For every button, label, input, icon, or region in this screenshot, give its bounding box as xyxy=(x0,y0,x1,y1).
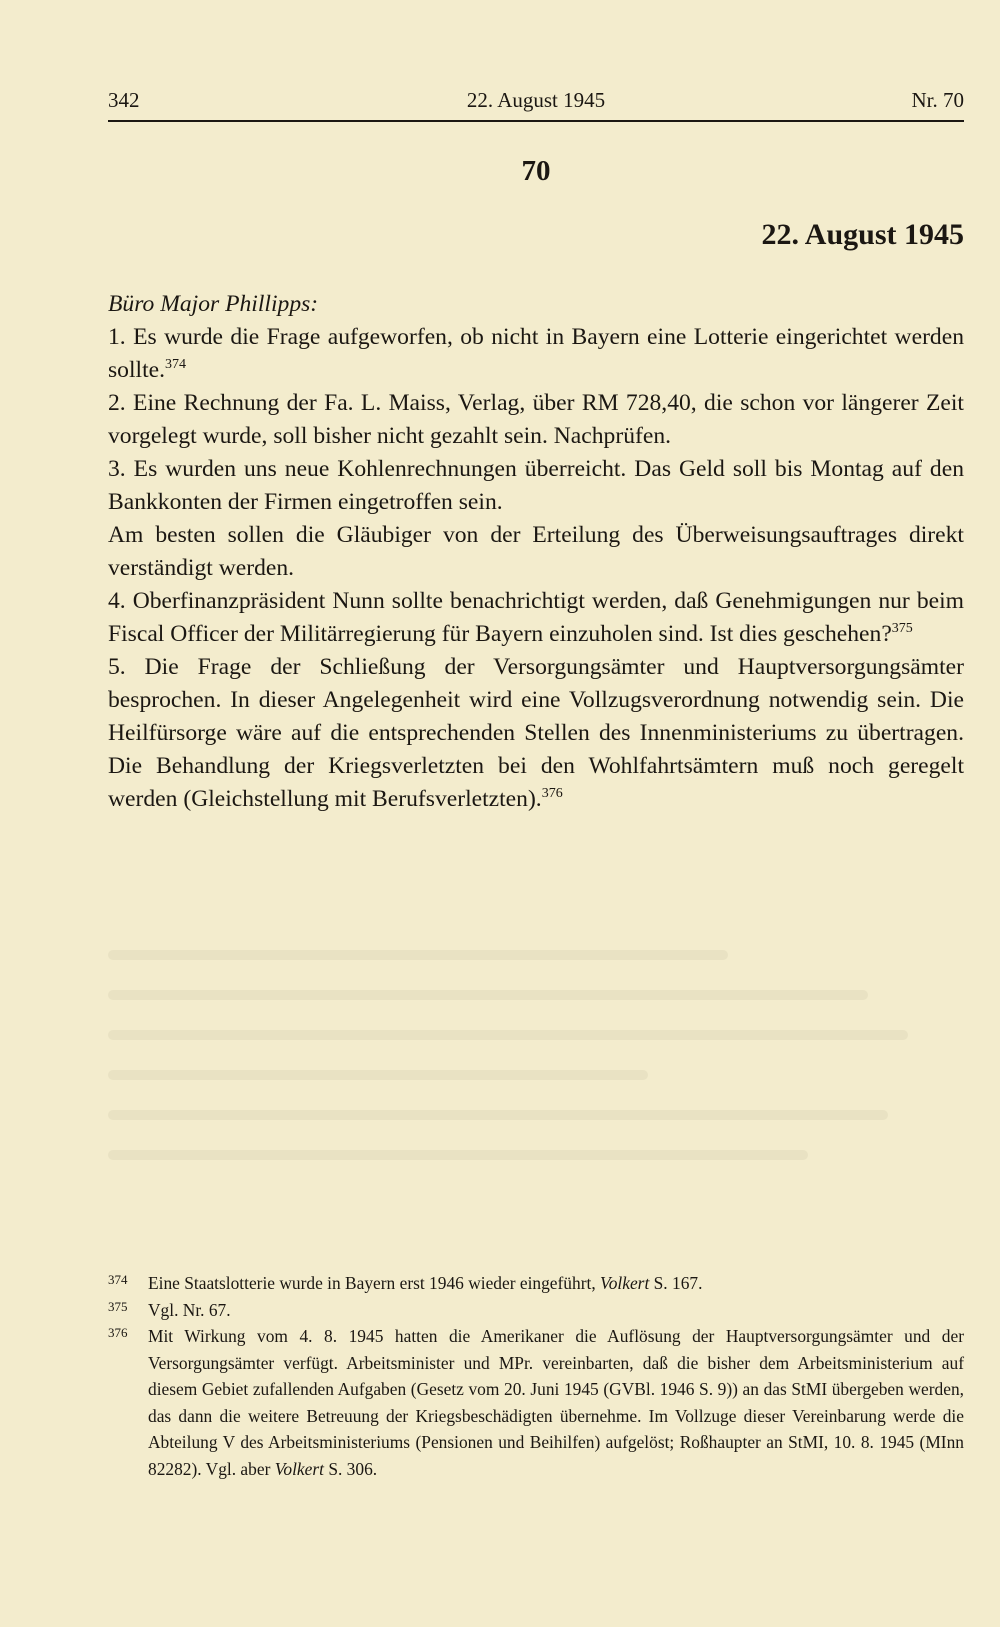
footnote-ref[interactable]: 375 xyxy=(891,621,913,636)
footnote-citation: Volkert xyxy=(600,1273,650,1293)
item-4 xyxy=(108,585,964,651)
header-rule xyxy=(108,120,964,122)
footnote-ref[interactable]: 374 xyxy=(165,357,187,372)
footnotes xyxy=(108,1270,964,1482)
item-text: 4. Oberfinanzpräsident Nunn sollte benachrichtigt werden, daß Genehmigungen nur beim Fiscal Officer der Militärregierung für Bayern einzuholen sind. Ist dies geschehen? xyxy=(108,588,964,647)
item-text: 5. Die Frage der Schließung der Versorgungsämter und Hauptversorgungsämter besprochen. In dieser Angelegenheit wird eine Vollzugsverordnung notwendig sein. Die Heilfürsorge wäre auf die entsprechenden Stellen des Innenministeriums zu übertragen. Die Behandlung der Kriegsverletzten bei den Wohlfahrtsämtern muß noch geregelt werden (Gleichstellung mit Berufsverletzten). xyxy=(108,654,964,812)
footnote-text-end: S. 167. xyxy=(649,1273,703,1293)
item-text: 1. Es wurde die Frage aufgeworfen, ob nicht in Bayern eine Lotterie eingerichtet werden sollte. xyxy=(108,324,964,383)
header-document-ref: Nr. 70 xyxy=(911,88,964,112)
document-body xyxy=(108,288,964,816)
footnote-citation: Volkert xyxy=(274,1458,324,1479)
footnote-375 xyxy=(108,1297,964,1324)
footnote-text: Eine Staatslotterie wurde in Bayern erst 1946 wieder eingeführt, xyxy=(148,1273,601,1293)
item-3-continuation xyxy=(108,519,964,585)
footnote-ref[interactable]: 376 xyxy=(541,786,563,801)
item-5 xyxy=(108,651,964,816)
footnote-mark: 375 xyxy=(108,1298,128,1314)
bleed-through-texture xyxy=(108,940,964,1180)
item-2 xyxy=(108,387,964,453)
footnote-mark: 376 xyxy=(108,1325,128,1340)
running-header xyxy=(108,88,964,118)
footnote-text: Vgl. Nr. 67. xyxy=(148,1299,231,1320)
item-text: Am besten sollen die Gläubiger von der Erteilung des Überweisungsauftrages direkt verständigt werden. xyxy=(108,522,964,581)
item-text: 2. Eine Rechnung der Fa. L. Maiss, Verlag, über RM 728,40, die schon vor längerer Zeit vorgelegt wurde, soll bisher nicht gezahlt sein. Nachprüfen. xyxy=(108,390,964,449)
intro-line: Büro Major Phillipps: xyxy=(108,291,319,317)
footnote-text-end: S. 306. xyxy=(323,1458,378,1479)
footnote-374 xyxy=(108,1270,964,1297)
footnote-text: Mit Wirkung vom 4. 8. 1945 hatten die Amerikaner die Auflösung der Hauptversorgungsämter und der Versorgungsämter verfügt. Arbeitsminister und MPr. vereinbarten, daß die bisher dem Arbeitsministerium auf diesem Gebiet zufallenden Aufgaben (Gesetz vom 20. Juni 1945 (GVBl. 1946 S. 9)) an das StMI übergeben werden, das dann die weitere Betreuung der Kriegsbeschädigten übernehme. Im Vollzuge dieser Vereinbarung werde die Abteilung V des Arbeitsministeriums (Pensionen und Beihilfen) aufgelöst; Roßhaupter an StMI, 10. 8. 1945 (MInn 82282). Vgl. aber xyxy=(148,1326,964,1479)
header-date: 22. August 1945 xyxy=(466,88,606,112)
footnote-376 xyxy=(108,1323,964,1482)
item-3 xyxy=(108,453,964,519)
item-1 xyxy=(108,321,964,387)
page-number: 342 xyxy=(108,88,140,112)
item-text: 3. Es wurden uns neue Kohlenrechnungen überreicht. Das Geld soll bis Montag auf den Bankkonten der Firmen eingetroffen sein. xyxy=(108,456,964,515)
document-date: 22. August 1945 xyxy=(761,218,964,251)
footnote-mark: 374 xyxy=(108,1272,128,1287)
document-number: 70 xyxy=(521,155,551,187)
